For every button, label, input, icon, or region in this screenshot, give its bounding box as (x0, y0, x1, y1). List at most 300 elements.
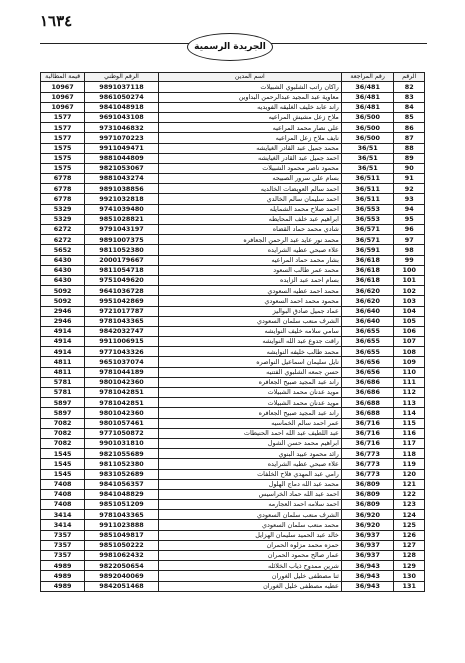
table-row (41, 357, 425, 367)
cell-name: معاوية عبد المجيد عبدالرحمن البداوين (158, 92, 341, 102)
cell-national-id: 9842032747 (85, 326, 159, 336)
cell-amount: 5652 (41, 245, 85, 255)
cell-national-id: 9861050274 (85, 92, 159, 102)
table-row (41, 133, 425, 143)
cell-amount: 7408 (41, 500, 85, 510)
cell-amount: 7357 (41, 551, 85, 561)
cell-seq: 131 (394, 581, 425, 591)
cell-amount: 10967 (41, 92, 85, 102)
cell-seq: 112 (394, 388, 425, 398)
cell-seq: 103 (394, 296, 425, 306)
cell-seq: 85 (394, 112, 425, 122)
table-row (41, 153, 425, 163)
cell-name: راقت جدوع عبد الله النوايشه (158, 337, 341, 347)
cell-ref: 36/620 (341, 286, 394, 296)
cell-amount: 6430 (41, 255, 85, 265)
cell-national-id: 9822050654 (85, 561, 159, 571)
table-row (41, 204, 425, 214)
cell-ref: 36/773 (341, 459, 394, 469)
cell-amount: 1577 (41, 123, 85, 133)
cell-name: سامي سلامه خليف النوايشه (158, 326, 341, 336)
cell-ref: 36/809 (341, 479, 394, 489)
cell-amount: 3414 (41, 520, 85, 530)
page-number: ١٦٣٤ (40, 12, 73, 30)
cell-amount: 4989 (41, 581, 85, 591)
cell-ref: 36/481 (341, 82, 394, 92)
cell-seq: 94 (394, 204, 425, 214)
cell-amount: 3414 (41, 510, 85, 520)
cell-name: محمد نور عايد عبد الرحمن الجعافره (158, 235, 341, 245)
cell-seq: 101 (394, 275, 425, 285)
cell-amount: 4811 (41, 367, 85, 377)
cell-national-id: 9791043197 (85, 225, 159, 235)
cell-ref: 36/937 (341, 551, 394, 561)
cell-amount: 7408 (41, 489, 85, 499)
table-row (41, 581, 425, 591)
cell-ref: 36/51 (341, 163, 394, 173)
cell-amount: 5897 (41, 408, 85, 418)
cell-national-id: 9811052380 (85, 459, 159, 469)
cell-ref: 36/553 (341, 214, 394, 224)
cell-amount: 2946 (41, 306, 85, 316)
cell-amount: 7082 (41, 428, 85, 438)
cell-ref: 36/688 (341, 398, 394, 408)
cell-national-id: 9651037074 (85, 357, 159, 367)
table-row (41, 500, 425, 510)
cell-name: ابراهيم محمد حسن الشول (158, 438, 341, 448)
cell-ref: 36/716 (341, 418, 394, 428)
table-row (41, 225, 425, 235)
cell-name: راكان راتب الشلبوي الشبيلات (158, 82, 341, 92)
cell-ref: 36/571 (341, 225, 394, 235)
cell-amount: 5781 (41, 377, 85, 387)
table-row (41, 449, 425, 459)
cell-name: ملاح زعل مشيش المراعيه (158, 112, 341, 122)
cell-amount: 1545 (41, 459, 85, 469)
cell-ref: 36/716 (341, 428, 394, 438)
cell-amount: 2946 (41, 316, 85, 326)
table-row (41, 489, 425, 499)
cell-ref: 36/655 (341, 347, 394, 357)
cell-name: محمد عمر طالب السعود (158, 265, 341, 275)
cell-ref: 36/618 (341, 265, 394, 275)
cell-name: ثنا مصطفى خليل الغوران (158, 571, 341, 581)
cell-seq: 113 (394, 398, 425, 408)
table-row (41, 388, 425, 398)
table-row (41, 530, 425, 540)
cell-amount: 5092 (41, 286, 85, 296)
cell-national-id: 9851028821 (85, 214, 159, 224)
cell-ref: 36/773 (341, 449, 394, 459)
cell-ref: 36/656 (341, 367, 394, 377)
cell-national-id: 9801042360 (85, 377, 159, 387)
cell-name: علي نصار محمد المراعيه (158, 123, 341, 133)
cell-amount: 6430 (41, 275, 85, 285)
table-header-row (41, 73, 425, 82)
cell-name: رائد محمود عبيد البنوي (158, 449, 341, 459)
cell-amount: 1545 (41, 449, 85, 459)
cell-amount: 1545 (41, 469, 85, 479)
cell-national-id: 9691043108 (85, 112, 159, 122)
cell-national-id: 9901031810 (85, 438, 159, 448)
cell-national-id: 9851050222 (85, 540, 159, 550)
cell-ref: 36/51 (341, 143, 394, 153)
cell-name: خالد عبد الحميد سليمان الهزايل (158, 530, 341, 540)
cell-national-id: 9751049620 (85, 275, 159, 285)
table-row (41, 398, 425, 408)
cell-seq: 92 (394, 184, 425, 194)
cell-national-id: 9841048918 (85, 102, 159, 112)
cell-national-id: 9801042360 (85, 408, 159, 418)
table-row (41, 408, 425, 418)
header-seq: الرقم (394, 73, 425, 82)
cell-national-id: 9891038856 (85, 184, 159, 194)
table-row (41, 245, 425, 255)
cell-seq: 122 (394, 489, 425, 499)
cell-ref: 36/571 (341, 235, 394, 245)
cell-name: شرين ممدوح ذياب الخلائله (158, 561, 341, 571)
cell-amount: 6778 (41, 174, 85, 184)
cell-amount: 7082 (41, 438, 85, 448)
table-row (41, 438, 425, 448)
cell-name: احمد عبد الله حماد الخراسيس (158, 489, 341, 499)
cell-name: عبد اللطيف عبد الله احمد الحنيطات (158, 428, 341, 438)
table-body (41, 82, 425, 591)
cell-ref: 36/500 (341, 133, 394, 143)
cell-national-id: 9951042869 (85, 296, 159, 306)
cell-amount: 6430 (41, 265, 85, 275)
cell-national-id: 9771043326 (85, 347, 159, 357)
cell-seq: 116 (394, 428, 425, 438)
table-row (41, 316, 425, 326)
table-row (41, 561, 425, 571)
cell-amount: 4914 (41, 326, 85, 336)
cell-national-id: 9892040069 (85, 571, 159, 581)
cell-seq: 89 (394, 153, 425, 163)
cell-ref: 36/686 (341, 388, 394, 398)
cell-name: حسن جمعه الشلبوي الفتنيه (158, 367, 341, 377)
table-row (41, 194, 425, 204)
cell-seq: 95 (394, 214, 425, 224)
cell-ref: 36/716 (341, 438, 394, 448)
cell-ref: 36/511 (341, 184, 394, 194)
cell-amount: 5329 (41, 204, 85, 214)
table-row (41, 286, 425, 296)
header-amount: قيمة المطالبة (41, 73, 85, 82)
cell-seq: 86 (394, 123, 425, 133)
cell-seq: 124 (394, 510, 425, 520)
cell-name: عمر احمد سالم الخماسيه (158, 418, 341, 428)
cell-seq: 83 (394, 92, 425, 102)
cell-national-id: 2000179667 (85, 255, 159, 265)
table-row (41, 163, 425, 173)
table-row (41, 184, 425, 194)
cell-amount: 7082 (41, 418, 85, 428)
cell-national-id: 9891037118 (85, 82, 159, 92)
cell-national-id: 9851049817 (85, 530, 159, 540)
cell-ref: 36/500 (341, 123, 394, 133)
cell-national-id: 9881044809 (85, 153, 159, 163)
cell-seq: 104 (394, 306, 425, 316)
cell-name: رامي عبد المهدي فلاح الخلفات (158, 469, 341, 479)
cell-ref: 36/943 (341, 561, 394, 571)
table-row (41, 296, 425, 306)
table-row (41, 214, 425, 224)
cell-seq: 97 (394, 235, 425, 245)
cell-national-id: 9781043365 (85, 316, 159, 326)
cell-national-id: 9881043274 (85, 174, 159, 184)
cell-ref: 36/640 (341, 316, 394, 326)
journal-title: الجريدة الرسمية (187, 33, 273, 61)
cell-amount: 1575 (41, 143, 85, 153)
table-row (41, 123, 425, 133)
table-row (41, 275, 425, 285)
cell-ref: 36/656 (341, 357, 394, 367)
cell-amount: 10967 (41, 102, 85, 112)
cell-seq: 102 (394, 286, 425, 296)
cell-seq: 127 (394, 540, 425, 550)
table-row (41, 377, 425, 387)
cell-ref: 36/937 (341, 530, 394, 540)
cell-seq: 91 (394, 174, 425, 184)
table-row (41, 510, 425, 520)
cell-amount: 5092 (41, 296, 85, 306)
cell-amount: 5781 (41, 388, 85, 398)
cell-amount: 7357 (41, 530, 85, 540)
header-national-id: الرقم الوطني (85, 73, 159, 82)
cell-seq: 100 (394, 265, 425, 275)
cell-name: احمد سلامه احمد العجارمه (158, 500, 341, 510)
cell-national-id: 9781043365 (85, 510, 159, 520)
cell-national-id: 9851051209 (85, 500, 159, 510)
cell-name: محمود ناصر محمود الشبيلات (158, 163, 341, 173)
cell-amount: 4989 (41, 561, 85, 571)
cell-seq: 114 (394, 408, 425, 418)
cell-seq: 84 (394, 102, 425, 112)
cell-ref: 36/943 (341, 581, 394, 591)
cell-amount: 6272 (41, 235, 85, 245)
cell-name: راند عابد خليف الغليقه الفويديه (158, 102, 341, 112)
cell-name: راند عبد المجيد صبيح الجعافره (158, 377, 341, 387)
cell-name: عمار صالح محمود الحمران (158, 551, 341, 561)
cell-ref: 36/655 (341, 326, 394, 336)
cell-ref: 36/773 (341, 469, 394, 479)
cell-national-id: 9781044189 (85, 367, 159, 377)
cell-amount: 7408 (41, 479, 85, 489)
cell-name: نايف ملاح زعل المراعيه (158, 133, 341, 143)
cell-seq: 87 (394, 133, 425, 143)
cell-national-id: 9841056357 (85, 479, 159, 489)
cell-seq: 107 (394, 337, 425, 347)
table-row (41, 102, 425, 112)
cell-name: مويد عدنان محمد الشبيلات (158, 398, 341, 408)
cell-ref: 36/688 (341, 408, 394, 418)
cell-ref: 36/640 (341, 306, 394, 316)
cell-seq: 111 (394, 377, 425, 387)
table-row (41, 92, 425, 102)
table-row (41, 112, 425, 122)
cell-name: نايل سليمان اسماعيل النواصره (158, 357, 341, 367)
table-row (41, 571, 425, 581)
cell-national-id: 9911049471 (85, 143, 159, 153)
cell-seq: 105 (394, 316, 425, 326)
cell-amount: 5329 (41, 214, 85, 224)
cell-national-id: 9781042851 (85, 398, 159, 408)
cell-name: علاء صبحي عطيه الشرايده (158, 245, 341, 255)
cell-seq: 88 (394, 143, 425, 153)
cell-amount: 1577 (41, 133, 85, 143)
cell-seq: 90 (394, 163, 425, 173)
cell-ref: 36/920 (341, 520, 394, 530)
cell-ref: 36/809 (341, 489, 394, 499)
cell-seq: 125 (394, 520, 425, 530)
cell-ref: 36/553 (341, 204, 394, 214)
cell-seq: 96 (394, 225, 425, 235)
records-table (40, 72, 425, 592)
header-ref: رقم المراجعة (341, 73, 394, 82)
cell-national-id: 9891007375 (85, 235, 159, 245)
table-row (41, 143, 425, 153)
cell-national-id: 9741039480 (85, 204, 159, 214)
table-row (41, 469, 425, 479)
cell-name: عماد جميل صادق البواليز (158, 306, 341, 316)
cell-national-id: 9911006915 (85, 337, 159, 347)
table-row (41, 265, 425, 275)
cell-national-id: 9811052380 (85, 245, 159, 255)
cell-name: محمد عبد الله دماج الهلول (158, 479, 341, 489)
cell-seq: 106 (394, 326, 425, 336)
cell-national-id: 9921032818 (85, 194, 159, 204)
cell-national-id: 9781042851 (85, 388, 159, 398)
cell-seq: 82 (394, 82, 425, 92)
cell-name: مويد عدنان محمد الشبيلات (158, 388, 341, 398)
cell-seq: 130 (394, 571, 425, 581)
cell-name: احمد سليمان سالم الخالدي (158, 194, 341, 204)
cell-name: الشرف منعب سلمان السعودي (158, 316, 341, 326)
cell-seq: 110 (394, 367, 425, 377)
cell-seq: 119 (394, 459, 425, 469)
cell-name: احمد صلاح محمد الشمايله (158, 204, 341, 214)
cell-ref: 36/937 (341, 540, 394, 550)
table-row (41, 459, 425, 469)
cell-national-id: 9821053067 (85, 163, 159, 173)
cell-amount: 4811 (41, 357, 85, 367)
cell-national-id: 9821055689 (85, 449, 159, 459)
cell-national-id: 9981062432 (85, 551, 159, 561)
cell-national-id: 9811054718 (85, 265, 159, 275)
cell-seq: 108 (394, 347, 425, 357)
cell-ref: 36/511 (341, 194, 394, 204)
cell-name: بسام احمد عبد الزايده (158, 275, 341, 285)
cell-seq: 109 (394, 357, 425, 367)
cell-amount: 1575 (41, 163, 85, 173)
table-row (41, 82, 425, 92)
cell-seq: 128 (394, 551, 425, 561)
table-row (41, 479, 425, 489)
cell-name: محمد منعب سلمان السعودي (158, 520, 341, 530)
cell-name: علاء صبحي عطيه الشرايده (158, 459, 341, 469)
cell-ref: 36/686 (341, 377, 394, 387)
cell-name: الشرف منعب سلمان السعودي (158, 510, 341, 520)
cell-name: محمد طالب خليفه النوايشه (158, 347, 341, 357)
table-row (41, 255, 425, 265)
cell-amount: 4989 (41, 571, 85, 581)
cell-national-id: 9831052689 (85, 469, 159, 479)
cell-seq: 129 (394, 561, 425, 571)
cell-name: ابراهيم عبد خلف المحايطه (158, 214, 341, 224)
cell-name: بشار محمد حماد المراعيه (158, 255, 341, 265)
cell-national-id: 9721017787 (85, 306, 159, 316)
cell-amount: 5897 (41, 398, 85, 408)
cell-name: محمود محمد احمد السعودي (158, 296, 341, 306)
cell-ref: 36/481 (341, 102, 394, 112)
cell-seq: 117 (394, 438, 425, 448)
cell-national-id: 9641036728 (85, 286, 159, 296)
table-row (41, 520, 425, 530)
cell-name: عطيه مصطفى خليل الغوران (158, 581, 341, 591)
cell-ref: 36/618 (341, 275, 394, 285)
cell-name: حمزه محمد مزلوه الحمران (158, 540, 341, 550)
cell-ref: 36/943 (341, 571, 394, 581)
cell-national-id: 9911023888 (85, 520, 159, 530)
table-row (41, 540, 425, 550)
cell-amount: 4914 (41, 337, 85, 347)
cell-national-id: 9731046832 (85, 123, 159, 133)
cell-amount: 6272 (41, 225, 85, 235)
cell-ref: 36/618 (341, 255, 394, 265)
table-row (41, 337, 425, 347)
cell-name: محمد جميل عبد القادر الغيايشه (158, 143, 341, 153)
cell-ref: 36/655 (341, 337, 394, 347)
cell-name: بسام علي سرور الصبيحه (158, 174, 341, 184)
cell-national-id: 9801057461 (85, 418, 159, 428)
cell-amount: 1575 (41, 153, 85, 163)
table-row (41, 235, 425, 245)
table-row (41, 551, 425, 561)
table-row (41, 367, 425, 377)
cell-amount: 6778 (41, 184, 85, 194)
cell-amount: 10967 (41, 82, 85, 92)
cell-ref: 36/620 (341, 296, 394, 306)
cell-national-id: 9771050872 (85, 428, 159, 438)
cell-seq: 123 (394, 500, 425, 510)
cell-amount: 1577 (41, 112, 85, 122)
table-row (41, 174, 425, 184)
cell-name: احمد سالم العويضات الخالديه (158, 184, 341, 194)
cell-name: راند عبد المجيد صبيح الجعافره (158, 408, 341, 418)
cell-national-id: 9841048829 (85, 489, 159, 499)
cell-national-id: 9971070223 (85, 133, 159, 143)
cell-seq: 93 (394, 194, 425, 204)
table-row (41, 428, 425, 438)
header-name: اسم المدين (158, 73, 341, 82)
cell-seq: 120 (394, 469, 425, 479)
cell-name: احمد جميل عبد القادر الغيايشه (158, 153, 341, 163)
cell-ref: 36/500 (341, 112, 394, 122)
cell-ref: 36/481 (341, 92, 394, 102)
table-row (41, 306, 425, 316)
cell-seq: 121 (394, 479, 425, 489)
cell-seq: 99 (394, 255, 425, 265)
cell-seq: 98 (394, 245, 425, 255)
cell-name: محمد احمد عطيه السعودي (158, 286, 341, 296)
cell-ref: 36/51 (341, 153, 394, 163)
table-row (41, 347, 425, 357)
cell-ref: 36/511 (341, 174, 394, 184)
table-row (41, 326, 425, 336)
cell-amount: 7357 (41, 540, 85, 550)
table-row (41, 418, 425, 428)
